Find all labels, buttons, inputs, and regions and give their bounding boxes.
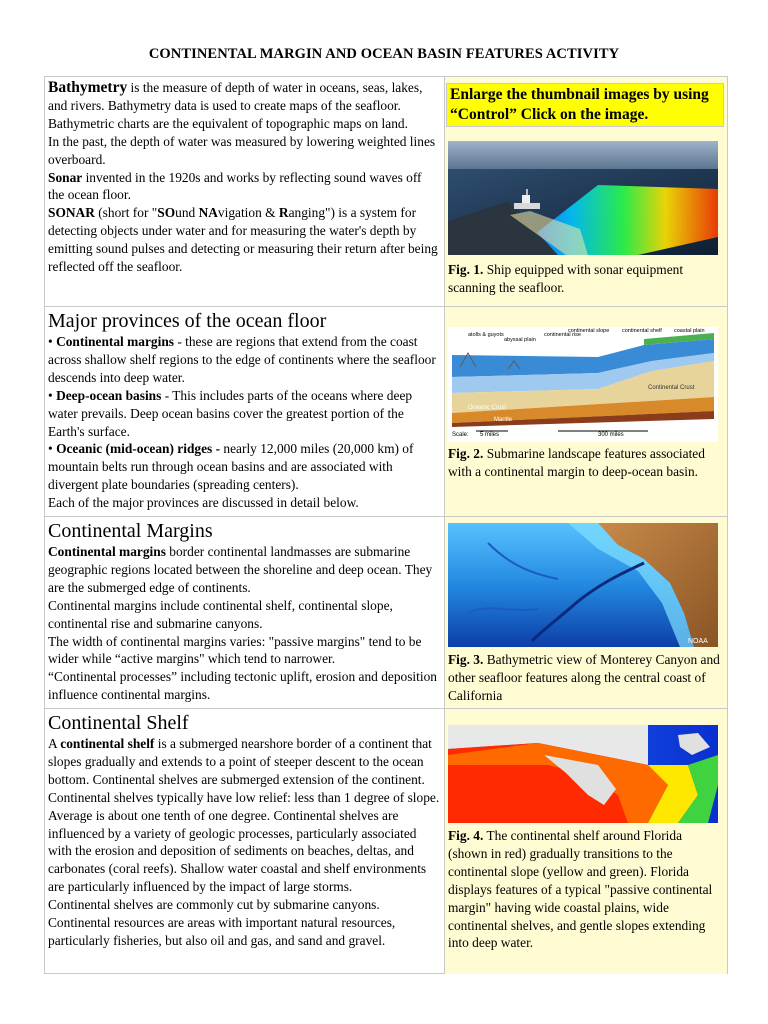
bathymetry-p2: In the past, the depth of water was measured by lowering weighted lines overboard. [48, 133, 436, 167]
shelf-p3: Continental resources are areas with important natural resources, particularly fisheries, but also oil and gas, and sand and gravel. [48, 915, 396, 948]
diagram-label: Continental Crust [648, 385, 695, 391]
diagram-label: Mantle [494, 417, 513, 423]
fig4-caption [448, 827, 722, 952]
diagram-label: atolls & guyots [468, 332, 504, 338]
fig1-caption [448, 261, 722, 297]
shelf-text [45, 709, 445, 974]
margins-p3: The width of continental margins varies: "passive margins" tend to be wider while “active margins" which tend to narrower. [48, 633, 422, 667]
fig1-image[interactable] [448, 141, 718, 255]
fig2-cell [445, 307, 727, 517]
fig2-caption [448, 445, 722, 481]
diagram-label: 5 miles [480, 432, 500, 438]
sonar-def-a: (short for " [94, 205, 158, 221]
sonar-def-c: und [175, 205, 199, 221]
bathymetry-text [45, 77, 445, 306]
fig1-caption-text: Ship equipped with sonar equipment scanning the seafloor. [448, 262, 684, 295]
fig4-cell [445, 709, 727, 974]
fig1-cell [445, 77, 727, 306]
sonar-def-r: R [278, 205, 289, 221]
shelf-p1a: A [48, 736, 61, 751]
sonar-def-e: vigation & [217, 205, 279, 221]
section-continental-shelf [45, 708, 727, 974]
bullet-mark: • [48, 387, 53, 403]
bullet-term: Continental margins [56, 334, 174, 349]
sonar-term: Sonar [48, 169, 83, 185]
bullet-term: Oceanic (mid-ocean) ridges - [56, 441, 221, 457]
bullet-term: Deep-ocean basins [56, 387, 162, 403]
section-major-provinces [45, 306, 727, 517]
fig4-label: Fig. 4. [448, 828, 484, 843]
bathymetry-heading: Bathymetry [48, 79, 128, 96]
diagram-label: coastal plain [674, 328, 705, 334]
diagram-label: continental slope [568, 328, 610, 334]
fig3-image[interactable] [448, 523, 718, 647]
fig3-label: Fig. 3. [448, 652, 484, 667]
margins-p1: border continental landmasses are submarine geographic regions located between the shoreline and deep ocean. They are the submerged edge of continents. [48, 544, 433, 595]
fig2-label: Fig. 2. [448, 446, 484, 461]
margins-text [45, 517, 445, 709]
margins-term: Continental margins [48, 544, 166, 559]
provinces-text [45, 307, 445, 517]
shelf-p2: Continental shelves are commonly cut by submarine canyons. [48, 897, 380, 913]
enlarge-note: Enlarge the thumbnail images by using “Control” Click on the image. [446, 83, 724, 127]
sonar-acronym: SONAR [48, 205, 95, 221]
diagram-label: Scale: [452, 432, 469, 438]
sonar-def-g: anging") is a system for detecting objects under water and for measuring the water's depth by emitting sound pulses and detecting or measuring their return after being reflected off the seafloor. [48, 205, 438, 275]
fig2-caption-text: Submarine landscape features associated with a continental margin to deep-ocean basin. [448, 446, 705, 479]
fig1-label: Fig. 1. [448, 262, 484, 277]
fig2-image[interactable] [448, 327, 718, 442]
bathymetry-p3: invented in the 1920s and works by reflecting sound waves off the ocean floor. [48, 169, 422, 203]
shelf-heading: Continental Shelf [48, 712, 189, 734]
fig3-cell [445, 517, 727, 709]
shelf-p1b: is a submerged nearshore border of a continent that slopes gradually and extends to a point of steeper descent to the ocean bottom. Continental shelves are submerged extension of the continent. Continental shelves typically have low relief: less than 1 degree of slope. Average is about one tenth of one degree. Continental shelves are influenced by a variety of geologic processes, particularly associated with the erosion and deposition of sediments on beaches, deltas, and carbonates (coral reefs). Shallow water coastal and shelf environments are particularly influenced by the impact of large storms. [48, 736, 440, 895]
bullet-desc: - these are regions that extend from the coast across shallow shelf regions to the edge of continents where the seafloor descends into deep water. [48, 334, 436, 385]
bathymetry-p1: is the measure of depth of water in oceans, seas, lakes, and rivers. Bathymetry data is used to create maps of the seafloor. Bathymetric charts are the equivalent of topographic maps on land. [48, 80, 423, 131]
diagram-label: Oceanic Crust [468, 405, 507, 411]
fig4-caption-text: The continental shelf around Florida (shown in red) gradually transitions to the continental slope (yellow and green). Florida displays features of a typical "passive continental margin" having wide coastal plains, wide continental shelves, and gentle slopes extending into deep water. [448, 828, 713, 951]
provinces-heading: Major provinces of the ocean floor [48, 310, 327, 332]
fig3-caption [448, 651, 722, 705]
fig4-image[interactable] [448, 725, 718, 823]
margins-p2: Continental margins include continental shelf, continental slope, continental rise and submarine canyons. [48, 597, 393, 631]
shelf-term: continental shelf [60, 736, 155, 751]
diagram-label: continental shelf [622, 328, 662, 334]
bullet-desc: nearly 12,000 miles (20,000 km) of mountain belts run through ocean basins and are associated with divergent plate boundaries (spreading centers). [48, 441, 414, 493]
noaa-credit: NOAA [688, 638, 708, 645]
section-bathymetry [45, 77, 727, 306]
section-continental-margins [45, 516, 727, 709]
sonar-def-so: SO [157, 205, 176, 221]
diagram-label: abyssal plain [504, 337, 536, 343]
diagram-label: continental rise [544, 332, 581, 338]
margins-heading: Continental Margins [48, 520, 213, 542]
content-table [44, 76, 728, 974]
bullet-desc: - This includes parts of the oceans where deep water prevails. Deep ocean basins cover the greatest portion of the Earth's surface. [48, 387, 413, 439]
bullet-mark: • [48, 441, 53, 457]
diagram-label: 300 miles [598, 432, 624, 438]
bullet-deep-ocean [48, 387, 441, 441]
sonar-def-na: NA [198, 205, 218, 221]
bullet-continental-margins [48, 333, 441, 387]
fig3-caption-text: Bathymetric view of Monterey Canyon and other seafloor features along the central coast of California [448, 652, 720, 703]
margins-p4: “Continental processes” including tectonic uplift, erosion and deposition influence continental margins. [48, 669, 437, 703]
page-title: CONTINENTAL MARGIN AND OCEAN BASIN FEATURES ACTIVITY [148, 46, 620, 62]
provinces-closing: Each of the major provinces are discussed in detail below. [48, 495, 359, 511]
bullet-ridges [48, 440, 441, 494]
bullet-mark: • [48, 334, 53, 349]
